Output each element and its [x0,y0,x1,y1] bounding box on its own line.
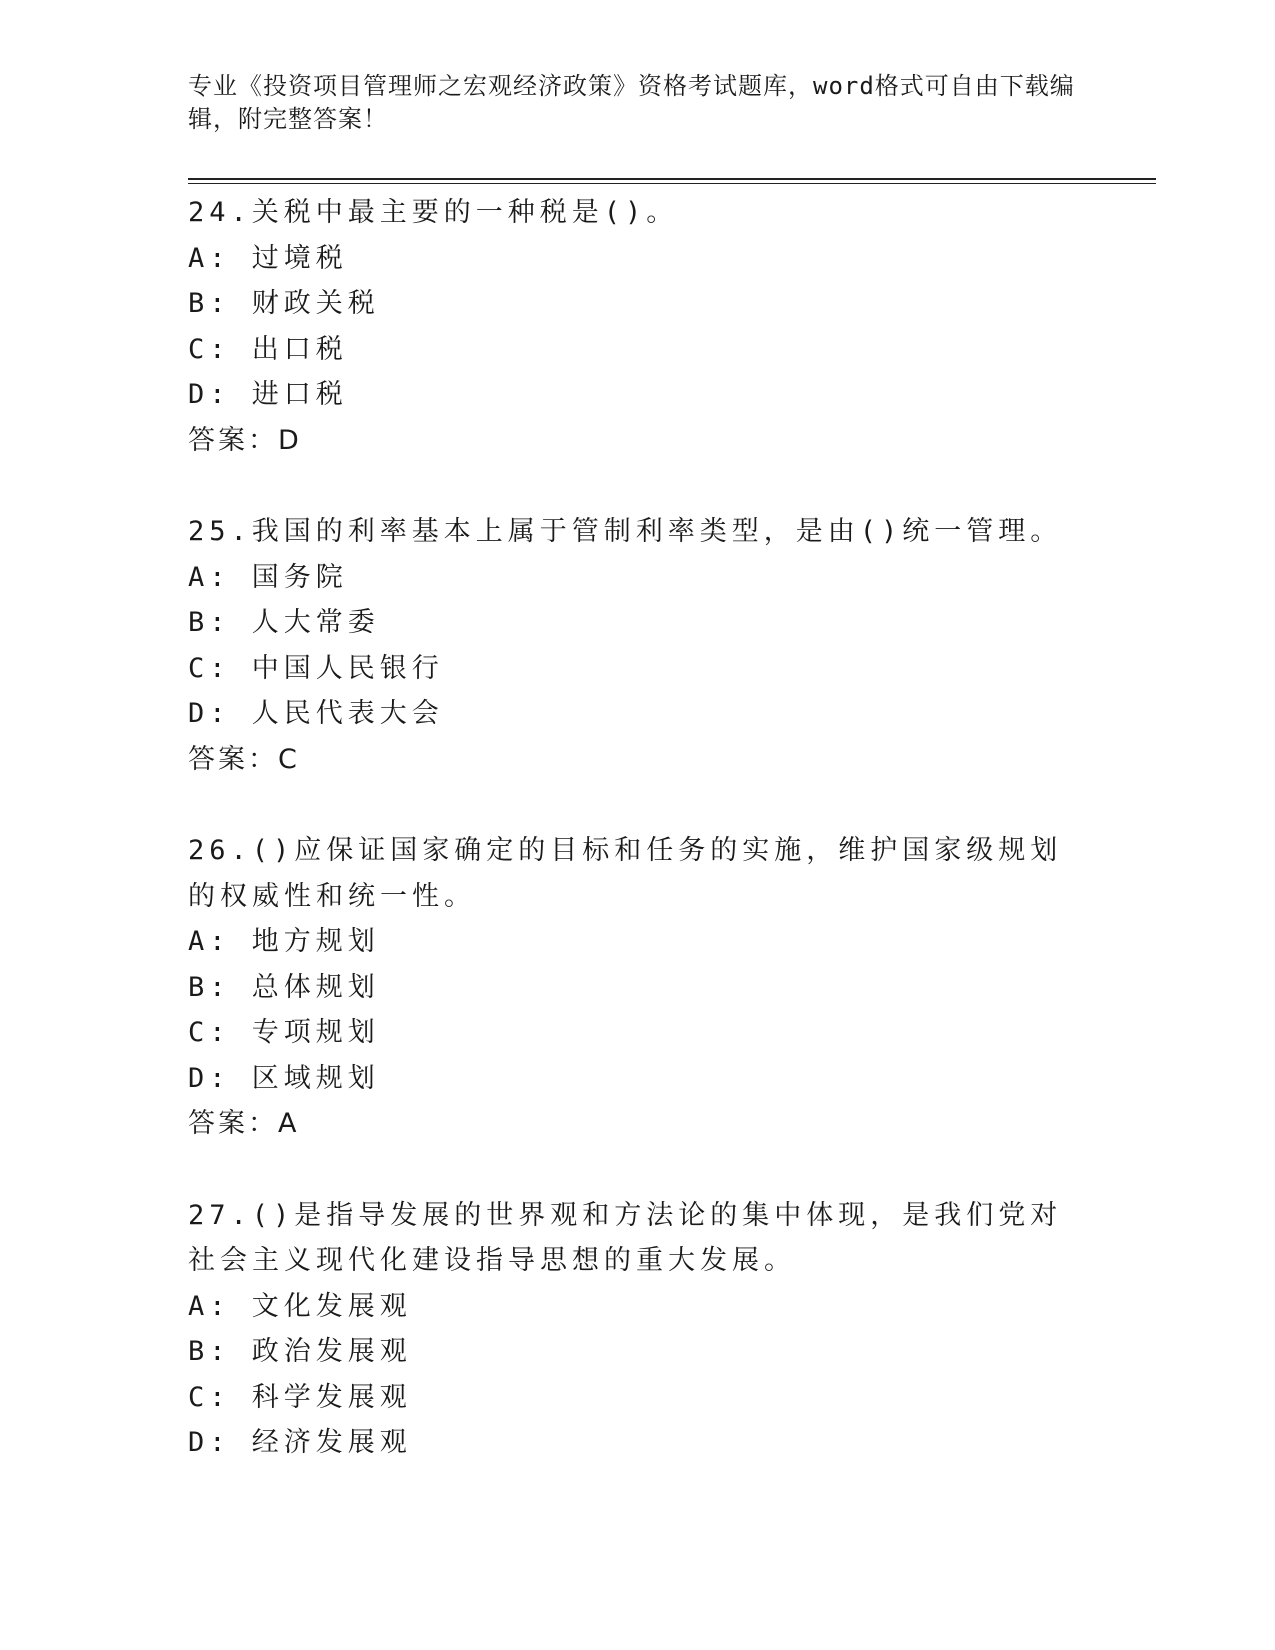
option-b: B: 财政关税 [188,288,380,319]
option-c: C: 中国人民银行 [188,652,444,684]
option-d: D: 经济发展观 [188,1427,412,1458]
question-list [188,190,1088,1512]
question-27 [188,1193,1088,1466]
option-d: D: 人民代表大会 [188,698,444,729]
question-24 [188,190,1088,463]
question-stem: 27.()是指导发展的世界观和方法论的集中体现，是我们党对社会主义现代化建设指导思想的重大发展。 [188,1199,1063,1276]
option-a: A: 国务院 [188,561,348,593]
option-a: A: 地方规划 [188,926,380,957]
answer-line: 答案：A [188,1108,300,1139]
option-d: D: 区域规划 [188,1062,380,1094]
option-b: B: 政治发展观 [188,1336,412,1367]
option-a: A: 文化发展观 [188,1290,412,1322]
header-divider-thick [188,178,1156,180]
question-stem: 26.()应保证国家确定的目标和任务的实施，维护国家级规划的权威性和统一性。 [188,835,1063,912]
option-a: A: 过境税 [188,242,348,274]
option-b: B: 人大常委 [188,607,380,638]
question-stem: 24.关税中最主要的一种税是()。 [188,197,679,228]
option-d: D: 进口税 [188,379,348,410]
document-header: 专业《投资项目管理师之宏观经济政策》资格考试题库，word格式可自由下载编辑，附完整答案！ [188,72,1075,133]
option-c: C: 科学发展观 [188,1381,412,1413]
question-26 [188,828,1088,1147]
option-c: C: 出口税 [188,333,348,365]
option-b: B: 总体规划 [188,971,380,1003]
question-stem: 25.我国的利率基本上属于管制利率类型，是由()统一管理。 [188,516,1063,547]
question-25 [188,509,1088,782]
answer-line: 答案：C [188,743,300,775]
header-divider-thin [188,183,1156,184]
option-c: C: 专项规划 [188,1017,380,1048]
answer-line: 答案：D [188,424,302,456]
